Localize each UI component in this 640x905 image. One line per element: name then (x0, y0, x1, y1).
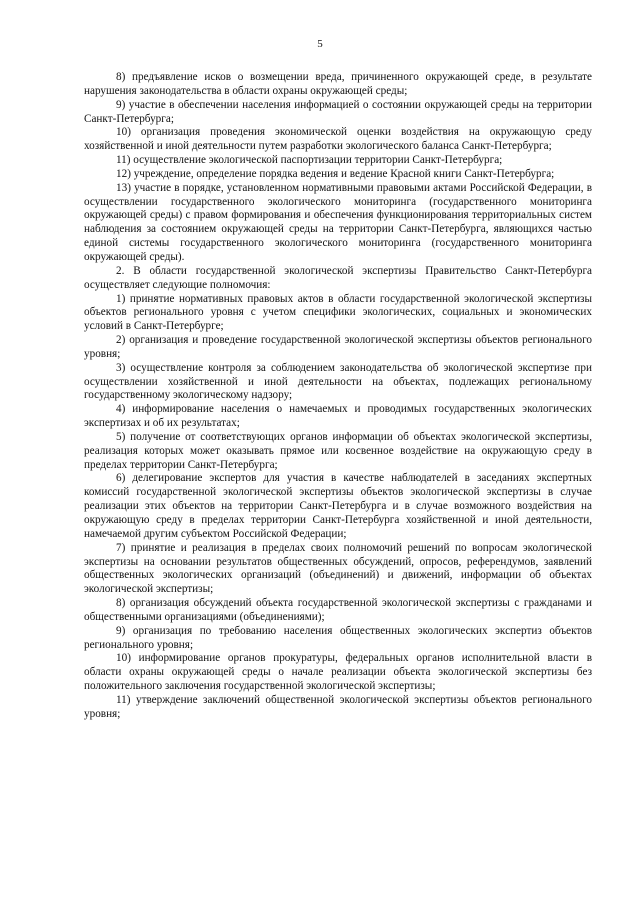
paragraph: 11) утверждение заключений общественной экологической экспертизы объектов регионального уровня; (84, 693, 592, 720)
paragraph: 10) информирование органов прокуратуры, федеральных органов исполнительной власти в области охраны окружающей среды о начале реализации объекта экологической экспертизы без положительного заключения государственной экологической экспертизы; (84, 652, 592, 693)
paragraph: 11) осуществление экологической паспортизации территории Санкт-Петербурга; (116, 154, 503, 167)
paragraph: 9) участие в обеспечении населения информацией о состоянии окружающей среды на территории Санкт-Петербурга; (84, 98, 592, 125)
paragraph: 10) организация проведения экономической оценки воздействия на окружающую среду хозяйственной и иной деятельности путем разработки экологического баланса Санкт-Петербурга; (84, 126, 592, 153)
paragraph: 12) учреждение, определение порядка ведения и ведение Красной книги Санкт-Петербурга; (116, 167, 555, 180)
paragraph: 4) информирование населения о намечаемых и проводимых государственных экологических экспертизах и об их результатах; (84, 403, 592, 430)
paragraph: 8) предъявление исков о возмещении вреда, причиненного окружающей среде, в результате нарушения законодательства в области охраны окружающей среды; (84, 71, 592, 97)
paragraph: 13) участие в порядке, установленном нормативными правовыми актами Российской Федерации, в осуществлении государственного экологического мониторинга (государственного мониторинга окружающей среды) с правом формирования и обеспечения функционирования территориальных систем наблюдения за состоянием окружающей среды на территории Санкт-Петербурга, являющихся частью единой системы государственного экологического мониторинга (государственного мониторинга окружающей среды). (84, 181, 592, 263)
document-body (84, 71, 592, 722)
page-number: 5 (317, 38, 323, 50)
paragraph: 8) организация обсуждений объекта государственной экологической экспертизы с гражданами и общественными организациями (объединениями); (84, 597, 592, 623)
paragraph: 5) получение от соответствующих органов информации об объектах экологической экспертизы, реализация которых может оказывать прямое или косвенное воздействие на окружающую среду в пределах территории Санкт-Петербурга; (84, 430, 592, 471)
section-intro-paragraph: 2. В области государственной экологической экспертизы Правительство Санкт-Петербурга осуществляет следующие полномочия: (84, 264, 592, 291)
paragraph: 3) осуществление контроля за соблюдением законодательства об экологической экспертизе при осуществлении хозяйственной и иной деятельности на объектах, подлежащих региональному государственному экологическому надзору; (84, 361, 592, 402)
paragraph: 1) принятие нормативных правовых актов в области государственной экологической экспертизы объектов регионального уровня с учетом специфики экологических, социальных и экономических условий в Санкт-Петербурге; (84, 292, 592, 333)
paragraph: 9) организация по требованию населения общественных экологических экспертиз объектов регионального уровня; (84, 624, 592, 651)
paragraph: 7) принятие и реализация в пределах своих полномочий решений по вопросам экологической экспертизы на основании результатов общественных обсуждений, опросов, референдумов, заявлений общественных экологических организаций (объединений) и движений, информации об объектах экологической экспертизы; (84, 541, 592, 596)
paragraph: 2) организация и проведение государственной экологической экспертизы объектов регионального уровня; (84, 334, 592, 360)
paragraph: 6) делегирование экспертов для участия в качестве наблюдателей в заседаниях экспертных комиссий государственной экологической экспертизы объектов экологической экспертизы в случае реализации этих объектов на территории Санкт-Петербурга и в случае возможного воздействия на окружающую среду в пределах территории Санкт-Петербурга хозяйственной и иной деятельности, намечаемой другим субъектом Российской Федерации; (84, 472, 592, 540)
